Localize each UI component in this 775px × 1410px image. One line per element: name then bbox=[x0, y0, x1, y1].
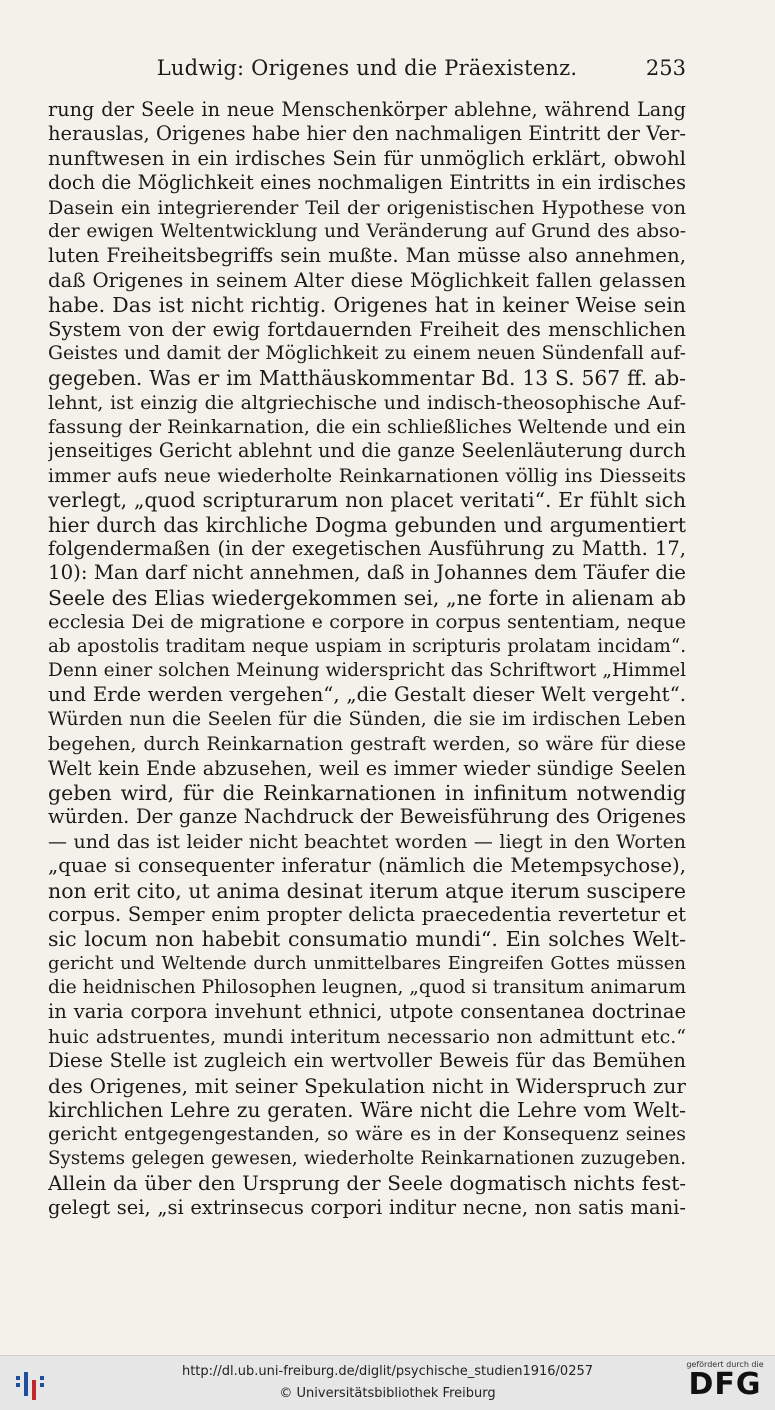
text-line: Geistes und damit der Möglichkeit zu einem neuen Sündenfall auf- bbox=[48, 342, 686, 364]
text-line: folgendermaßen (in der exegetischen Ausführung zu Matth. 17, bbox=[48, 537, 686, 561]
text-line: Welt kein Ende abzusehen, weil es immer wieder sündige Seelen bbox=[48, 756, 686, 780]
text-line: fassung der Reinkarnation, die ein schließliches Weltende und ein bbox=[48, 416, 686, 439]
text-line: „quae si consequenter inferatur (nämlich die Metempsychose), bbox=[48, 854, 686, 878]
text-line: gelegt sei, „si extrinsecus corpori inditur necne, non satis mani- bbox=[48, 1195, 686, 1219]
dfg-funding-caption: gefördert durch die bbox=[686, 1360, 764, 1369]
text-line: ab apostolis traditam neque uspiam in scripturis prolatam incidam“. bbox=[48, 635, 686, 657]
text-line: Dasein ein integrierender Teil der origenistischen Hypothese von bbox=[48, 196, 686, 219]
text-line: begehen, durch Reinkarnation gestraft werden, so wäre für diese bbox=[48, 733, 686, 756]
text-line: verlegt, „quod scripturarum non placet veritati“. Er fühlt sich bbox=[48, 488, 686, 513]
text-line: jenseitiges Gericht ablehnt und die ganze Seelenläuterung durch bbox=[48, 439, 686, 463]
text-line: der ewigen Weltentwicklung und Veränderung auf Grund des abso- bbox=[48, 220, 686, 242]
text-line: doch die Möglichkeit eines nochmaligen Eintritts in ein irdisches bbox=[48, 171, 686, 195]
text-line: sic locum non habebit consumatio mundi“. Ein solches Welt- bbox=[48, 927, 686, 952]
text-line: huic adstruentes, mundi interitum necessario non admittunt etc.“ bbox=[48, 1025, 686, 1048]
text-line: kirchlichen Lehre zu geraten. Wäre nicht die Lehre vom Welt- bbox=[48, 1098, 686, 1123]
text-line: lehnt, ist einzig die altgriechische und indisch-theosophische Auf- bbox=[48, 391, 686, 414]
text-line: System von der ewig fortdauernden Freiheit des menschlichen bbox=[48, 317, 686, 341]
text-line: gegeben. Was er im Matthäuskommentar Bd. 13 S. 567 ff. ab- bbox=[48, 366, 686, 391]
text-line: corpus. Semper enim propter delicta praecedentia revertetur et bbox=[48, 902, 686, 926]
text-line: ecclesia Dei de migratione e corpore in corpus sententiam, neque bbox=[48, 611, 686, 634]
copyright-notice: © Universitätsbibliothek Freiburg bbox=[279, 1386, 496, 1401]
body-text bbox=[48, 98, 686, 1220]
text-line: herauslas, Origenes habe hier den nachmaligen Eintritt der Ver- bbox=[48, 122, 686, 146]
text-line: nunftwesen in ein irdisches Sein für unmöglich erklärt, obwohl bbox=[48, 146, 686, 170]
text-line: luten Freiheitsbegriffs sein mußte. Man müsse also annehmen, bbox=[48, 244, 686, 268]
text-line: Diese Stelle ist zugleich ein wertvoller Beweis für das Bemühen bbox=[48, 1049, 686, 1073]
text-line: würden. Der ganze Nachdruck der Beweisführung des Origenes bbox=[48, 805, 686, 829]
text-line: Systems gelegen gewesen, wiederholte Reinkarnationen zuzugeben. bbox=[48, 1147, 686, 1169]
text-line: in varia corpora invehunt ethnici, utpote consentanea doctrinae bbox=[48, 1000, 686, 1024]
footer-bar bbox=[0, 1355, 775, 1410]
text-line: habe. Das ist nicht richtig. Origenes hat in keiner Weise sein bbox=[48, 293, 686, 318]
dfg-wordmark: DFG bbox=[688, 1367, 762, 1402]
text-line: rung der Seele in neue Menschenkörper ablehne, während Lang bbox=[48, 98, 686, 121]
text-line: des Origenes, mit seiner Spekulation nicht in Widerspruch zur bbox=[48, 1073, 686, 1098]
text-line: immer aufs neue wiederholte Reinkarnationen völlig ins Diesseits bbox=[48, 464, 686, 487]
text-line: Seele des Elias wiedergekommen sei, „ne forte in alienam ab bbox=[48, 585, 686, 610]
text-line: die heidnischen Philosophen leugnen, „quod si transitum animarum bbox=[48, 977, 686, 999]
text-line: daß Origenes in seinem Alter diese Möglichkeit fallen gelassen bbox=[48, 268, 686, 292]
text-line: geben wird, für die Reinkarnationen in infinitum notwendig bbox=[48, 780, 686, 805]
text-line: Denn einer solchen Meinung widerspricht das Schriftwort „Himmel bbox=[48, 659, 686, 681]
text-line: Allein da über den Ursprung der Seele dogmatisch nichts fest- bbox=[48, 1171, 686, 1196]
text-line: Würden nun die Seelen für die Sünden, die sie im irdischen Leben bbox=[48, 708, 686, 730]
source-url-link[interactable]: http://dl.ub.uni-freiburg.de/diglit/psychische_studien1916/0257 bbox=[181, 1364, 594, 1379]
dfg-logo bbox=[685, 1360, 765, 1406]
text-line: non erit cito, ut anima desinat iterum atque iterum suscipere bbox=[48, 878, 686, 903]
running-head-title: Ludwig: Origenes und die Präexistenz. bbox=[156, 56, 578, 80]
text-line: gericht entgegengestanden, so wäre es in der Konsequenz seines bbox=[48, 1123, 686, 1146]
page-number: 253 bbox=[645, 56, 686, 80]
text-line: 10): Man darf nicht annehmen, daß in Johannes dem Täufer die bbox=[48, 561, 686, 585]
text-line: und Erde werden vergehen“, „die Gestalt dieser Welt vergeht“. bbox=[48, 683, 686, 707]
running-head bbox=[48, 54, 686, 86]
text-line: hier durch das kirchliche Dogma gebunden und argumentiert bbox=[48, 512, 686, 537]
text-line: — und das ist leider nicht beachtet worden — liegt in den Worten bbox=[48, 830, 686, 853]
text-line: gericht und Weltende durch unmittelbares Eingreifen Gottes müssen bbox=[48, 952, 686, 974]
